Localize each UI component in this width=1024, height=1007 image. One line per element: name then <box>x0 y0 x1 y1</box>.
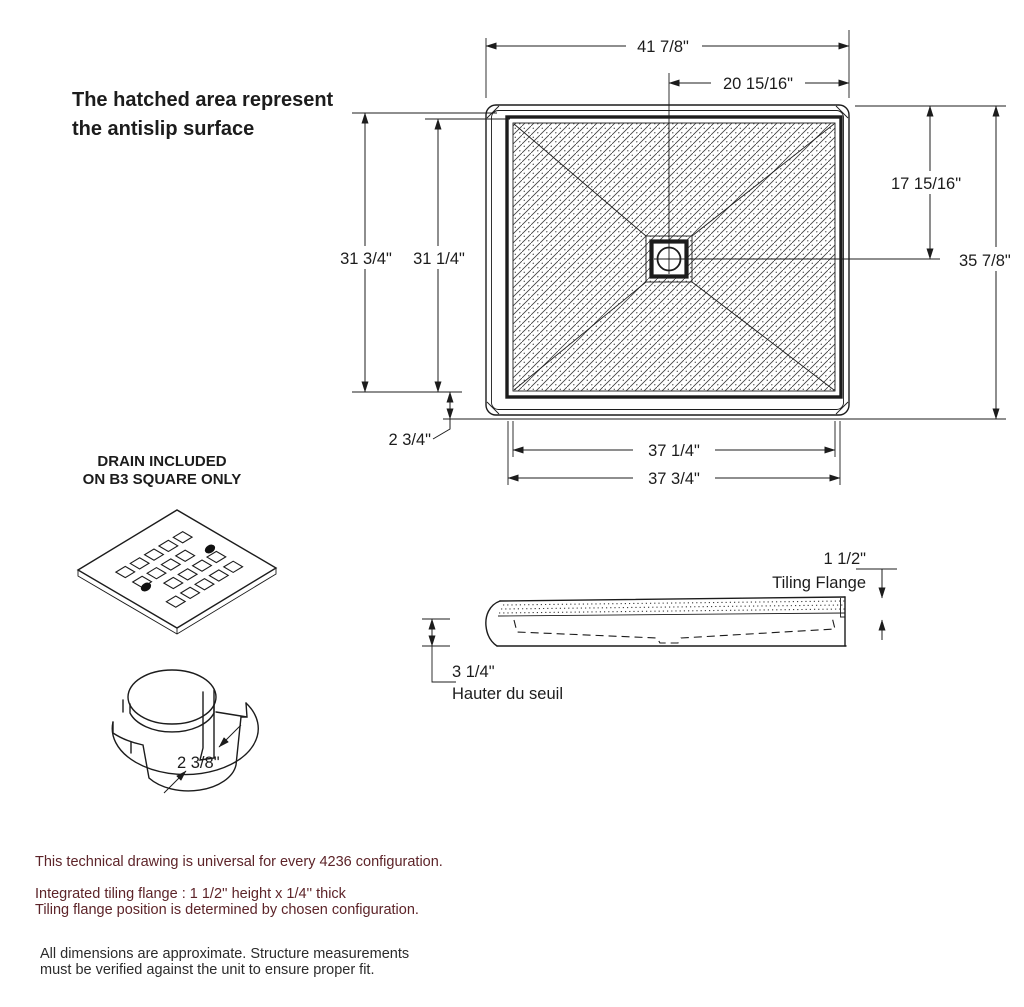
dim-left-inner: 31 1/4" <box>413 250 465 268</box>
drain-grate-plate <box>78 510 276 628</box>
grate-outline <box>78 510 276 628</box>
hidden-floor-line <box>514 617 835 643</box>
dim-depth-overall: 35 7/8" <box>959 252 1011 270</box>
notes-block <box>35 854 443 978</box>
title-line-1: The hatched area represent <box>72 89 334 111</box>
dim-center-to-right: 20 15/16" <box>722 75 794 93</box>
dim-threshold-height: 3 1/4" <box>452 663 495 681</box>
title-block <box>72 89 334 140</box>
note-flange-spec: Integrated tiling flange : 1 1/2'' height x 1/4'' thick <box>35 886 346 902</box>
dim-outlet: 2 3/8" <box>177 754 220 772</box>
title-line-2: the antislip surface <box>72 118 255 140</box>
dim-inner-width-outer: 37 3/4" <box>648 470 700 488</box>
drain-body-cutaway <box>112 670 258 791</box>
drain-detail <box>78 453 276 793</box>
dim-width-overall: 41 7/8" <box>637 38 689 56</box>
side-view <box>422 550 897 703</box>
top-view <box>329 30 1024 488</box>
dim-left-outer: 31 3/4" <box>340 250 392 268</box>
note-disclaimer-line-2: must be verified against the unit to ensure proper fit. <box>40 962 375 978</box>
drain-note-line-1: DRAIN INCLUDED <box>97 453 227 470</box>
dim-leader-2-34 <box>433 419 450 439</box>
dim-bottom-lip: 2 3/4" <box>388 431 431 449</box>
grate-screw-1 <box>203 543 217 556</box>
label-threshold: Hauter du seuil <box>452 685 563 703</box>
dim-top-to-drain: 17 15/16" <box>891 175 962 193</box>
note-disclaimer-line-1: All dimensions are approximate. Structure measurements <box>40 946 410 962</box>
label-tiling-flange: Tiling Flange <box>772 574 866 592</box>
note-flange-position: Tiling flange position is determined by chosen configuration. <box>35 902 419 918</box>
drain-note-line-2: ON B3 SQUARE ONLY <box>82 471 242 488</box>
grate-holes <box>116 532 243 608</box>
dim-inner-width: 37 1/4" <box>648 442 700 460</box>
grate-plate-thickness <box>78 568 276 634</box>
note-universal: This technical drawing is universal for every 4236 configuration. <box>35 854 443 870</box>
dim-flange-height: 1 1/2" <box>823 550 866 568</box>
